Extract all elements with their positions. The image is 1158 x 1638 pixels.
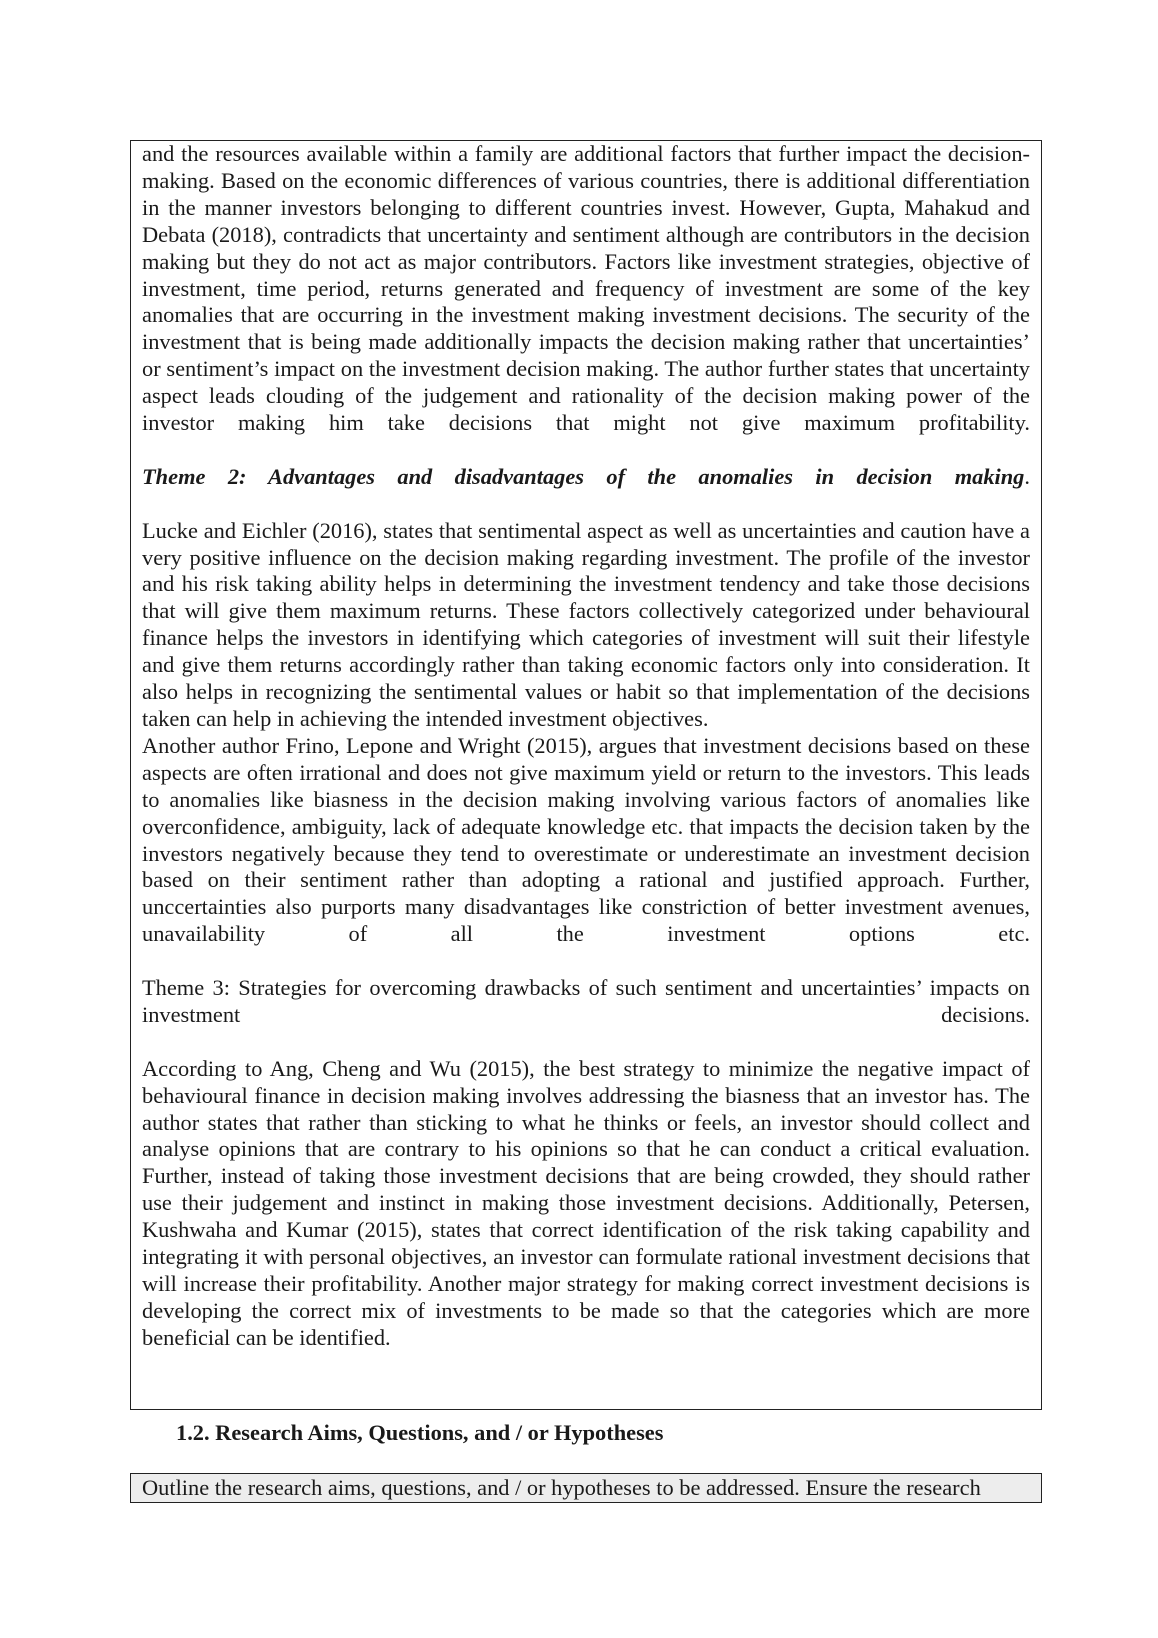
literature-review-box — [130, 140, 1042, 1410]
theme-2-title — [142, 464, 1030, 491]
section-heading: 1.2. Research Aims, Questions, and / or Hypotheses — [176, 1420, 664, 1445]
theme-3-title: Theme 3: Strategies for overcoming drawbacks of such sentiment and uncertainties’ impacts on investment decisions. — [142, 975, 1030, 1027]
instruction-text: Outline the research aims, questions, and / or hypotheses to be addressed. Ensure the research — [142, 1475, 981, 1500]
blank-line — [142, 437, 1030, 464]
blank-line — [142, 948, 1030, 975]
blank-line — [142, 1029, 1030, 1056]
theme-2-title-tail: . — [1024, 463, 1030, 489]
paragraph-theme-2-disadvantages: Another author Frino, Lepone and Wright (2015), argues that investment decisions based on these aspects are often irrational and does not give maximum yield or return to the investors. This leads to anomalies like biasness in the decision making involving various factors of anomalies like overconfidence, ambiguity, lack of adequate knowledge etc. that impacts the decision taken by the investors negatively because they tend to overestimate or underestimate an investment decision based on their sentiment rather than adopting a rational and justified approach. Further, unccertainties also purports many disadvantages like constriction of better investment avenues, unavailability of all the investment options etc. — [142, 732, 1030, 947]
instruction-box — [130, 1473, 1042, 1503]
paragraph-theme-3-strategies: According to Ang, Cheng and Wu (2015), the best strategy to minimize the negative impact of behavioural finance in decision making involves addressing the biasness that an investor has. The author states that rather than sticking to what he thinks or feels, an investor should collect and analyse opinions that are contrary to his opinions so that he can conduct a critical evaluation. Further, instead of taking those investment decisions that are being crowded, they should rather use their judgement and instinct in making those investment decisions. Additionally, Petersen, Kushwaha and Kumar (2015), states that correct identification of the risk taking capability and integrating it with personal objectives, an investor can formulate rational investment decisions that will increase their profitability. Another major strategy for making correct investment decisions is developing the correct mix of investments to be made so that the categories which are more beneficial can be identified. — [142, 1055, 1030, 1350]
blank-line — [142, 491, 1030, 518]
paragraph-theme-2-advantages: Lucke and Eichler (2016), states that sentimental aspect as well as uncertainties and caution have a very positive influence on the decision making regarding investment. The profile of the investor and his risk taking ability helps in determining the investment tendency and take those decisions that will give them maximum returns. These factors collectively categorized under behavioural finance helps the investors in identifying which categories of investment will suit their lifestyle and give them returns accordingly rather than taking economic factors only into consideration. It also helps in recognizing the sentimental values or habit so that implementation of the decisions taken can help in achieving the intended investment objectives. — [142, 517, 1030, 731]
paragraph-intro: and the resources available within a family are additional factors that further impact the decision-making. Based on the economic differences of various countries, there is additional differentiation in the manner investors belonging to different countries invest. However, Gupta, Mahakud and Debata (2018), contradicts that uncertainty and sentiment although are contributors in the decision making but they do not act as major contributors. Factors like investment strategies, objective of investment, time period, returns generated and frequency of investment are some of the key anomalies that are occurring in the investment making investment decisions. The security of the investment that is being made additionally impacts the decision making rather that uncertainties’ or sentiment’s impact on the investment decision making. The author further states that uncertainty aspect leads clouding of the judgement and rationality of the decision making power of the investor making him take decisions that might not give maximum profitability. — [142, 141, 1030, 436]
theme-2-title-text: Theme 2: Advantages and disadvantages of the anomalies in decision making — [142, 463, 1025, 489]
